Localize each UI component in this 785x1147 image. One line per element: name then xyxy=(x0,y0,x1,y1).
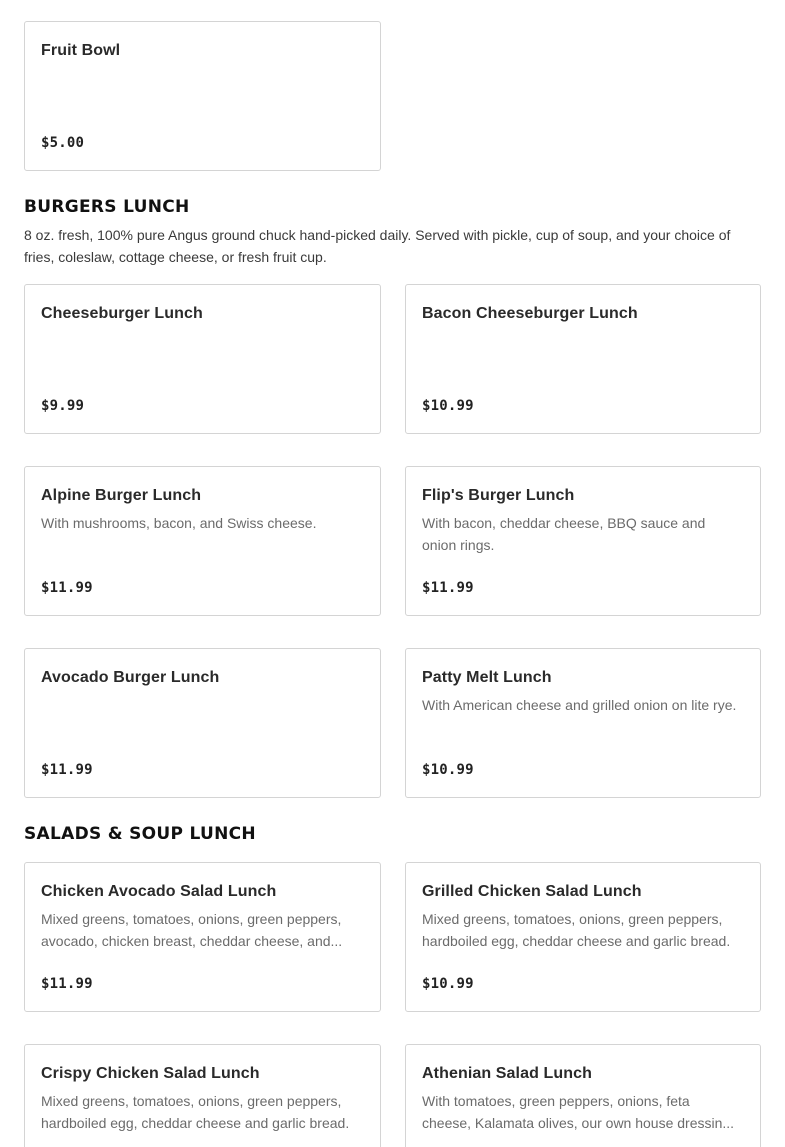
menu-item-card[interactable] xyxy=(405,862,761,1012)
menu-item-name: Bacon Cheeseburger Lunch xyxy=(422,305,638,322)
menu-item-name: Flip's Burger Lunch xyxy=(422,487,575,504)
menu-item-name: Cheeseburger Lunch xyxy=(41,305,203,322)
menu-item-card[interactable] xyxy=(405,284,761,434)
menu-section-fruit xyxy=(24,21,761,171)
menu-item-price: $10.99 xyxy=(422,398,474,414)
menu-item-description: With American cheese and grilled onion on lite rye. xyxy=(422,697,737,713)
menu-item-grid xyxy=(24,284,761,798)
menu-item-description: With mushrooms, bacon, and Swiss cheese. xyxy=(41,515,317,531)
menu-item-price: $9.99 xyxy=(41,398,85,414)
menu-item-name: Grilled Chicken Salad Lunch xyxy=(422,883,642,900)
menu-item-grid xyxy=(24,21,761,171)
menu-item-price: $10.99 xyxy=(422,762,474,778)
menu-item-price: $11.99 xyxy=(41,976,93,992)
menu-item-price: $11.99 xyxy=(41,580,93,596)
menu-item-card[interactable] xyxy=(24,1044,381,1147)
section-heading: BURGERS LUNCH xyxy=(24,197,190,217)
menu-item-price: $11.99 xyxy=(422,580,474,596)
menu-section-burgers xyxy=(24,196,761,798)
menu-item-card[interactable] xyxy=(24,466,381,616)
menu-item-name: Alpine Burger Lunch xyxy=(41,487,202,504)
section-heading: SALADS & SOUP LUNCH xyxy=(24,824,256,844)
menu-item-price: $5.00 xyxy=(41,135,85,151)
menu-item-description: Mixed greens, tomatoes, onions, green peppers, hardboiled egg, cheddar cheese and garlic bread. xyxy=(422,911,731,949)
menu-item-description: With tomatoes, green peppers, onions, feta cheese, Kalamata olives, our own house dressin... xyxy=(422,1093,735,1131)
menu-item-name: Athenian Salad Lunch xyxy=(422,1065,593,1082)
section-description: 8 oz. fresh, 100% pure Angus ground chuck hand-picked daily. Served with pickle, cup of soup, and your choice of fries, coleslaw, cottage cheese, or fresh fruit cup. xyxy=(24,227,731,265)
menu-item-card[interactable] xyxy=(24,648,381,798)
menu-item-name: Fruit Bowl xyxy=(41,42,121,59)
menu-item-price: $10.99 xyxy=(422,976,474,992)
menu-item-description: Mixed greens, tomatoes, onions, green peppers, hardboiled egg, cheddar cheese and garlic bread. xyxy=(41,1093,350,1131)
menu-item-card[interactable] xyxy=(24,862,381,1012)
menu-page xyxy=(24,21,761,1147)
menu-item-card[interactable] xyxy=(24,284,381,434)
menu-item-name: Crispy Chicken Salad Lunch xyxy=(41,1065,260,1082)
menu-item-name: Chicken Avocado Salad Lunch xyxy=(41,883,277,900)
menu-item-grid xyxy=(24,862,761,1147)
menu-item-name: Patty Melt Lunch xyxy=(422,669,552,686)
menu-item-price: $11.99 xyxy=(41,762,93,778)
menu-item-name: Avocado Burger Lunch xyxy=(41,669,220,686)
menu-item-description: With bacon, cheddar cheese, BBQ sauce and onion rings. xyxy=(422,515,706,553)
menu-section-salads xyxy=(24,823,761,1147)
menu-item-card[interactable] xyxy=(405,648,761,798)
menu-item-card[interactable] xyxy=(405,466,761,616)
menu-item-card[interactable] xyxy=(405,1044,761,1147)
menu-item-card[interactable] xyxy=(24,21,381,171)
menu-item-description: Mixed greens, tomatoes, onions, green peppers, avocado, chicken breast, cheddar cheese, and... xyxy=(41,911,343,949)
